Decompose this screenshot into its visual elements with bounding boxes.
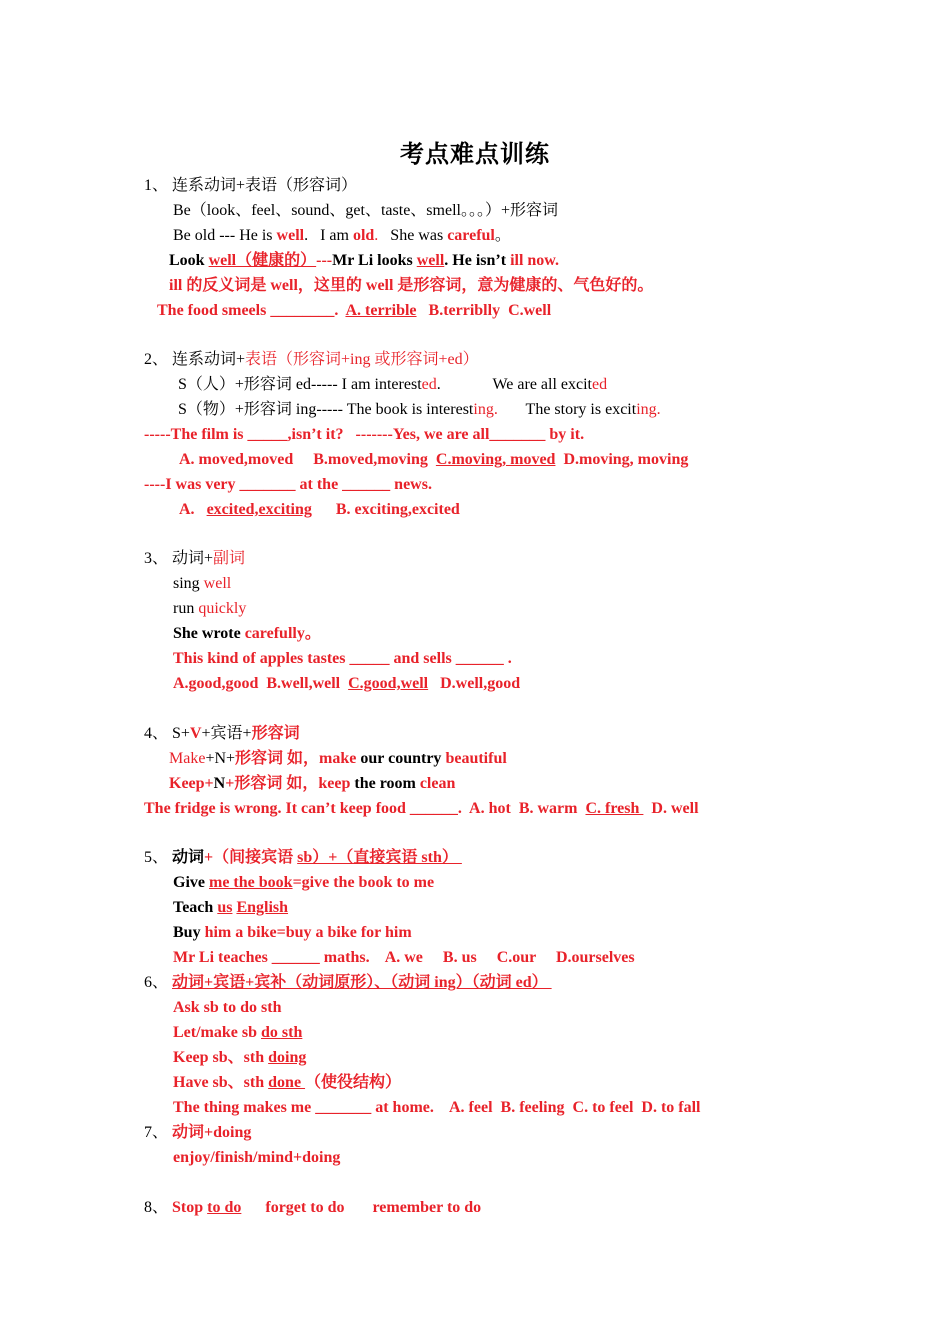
text-segment: do sth [261,1024,303,1041]
text-segment: 动词+doing [172,1124,252,1141]
text-segment: （使役结构） [305,1074,402,1091]
text-segment: Give [173,874,209,891]
text-segment: . I am [304,227,353,244]
text-line [173,1098,700,1118]
text-segment: C. fresh [585,800,644,817]
text-segment: 动词+宾语+宾补（动词原形）、（动词 ing）（动词 ed） [172,974,552,991]
text-segment: B.terriblly C.well [416,302,552,319]
text-segment: A. moved,moved B.moved,moving [179,451,436,468]
text-line [173,898,288,918]
text-line [179,500,460,520]
text-segment: excited,exciting [206,501,312,518]
text-segment: The thing makes me _______ at home. A. feel B. feeling C. to feel D. to fall [173,1099,701,1116]
text-line [173,923,412,943]
text-segment: 3、 动词+ [144,550,214,567]
text-segment: the room [354,775,420,792]
text-segment: A.good,good B.well,well [173,675,349,692]
text-segment: 形容词 [251,725,300,742]
text-segment: ill 的反义词是 well，这里的 well 是形容词，意为健康的、气色好的。 [169,277,654,294]
text-line [144,425,584,445]
text-line [178,375,607,395]
text-segment: S（物）+形容词 ing----- The book is interest [178,401,474,418]
text-segment: well [416,252,445,269]
text-line [173,873,434,893]
text-segment: clean [419,775,456,792]
text-segment: 副词 [213,550,246,567]
text-segment: +N+ [205,750,236,767]
text-segment: done [268,1074,306,1091]
text-segment: D.well,good [428,675,521,692]
text-line [173,599,246,619]
text-segment: Ask sb to do sth [173,999,282,1016]
text-segment: sb）+（直接宾语 sth） [297,849,462,866]
text-line [144,549,245,569]
text-segment: carefully。 [244,625,321,642]
text-line [169,251,559,271]
text-segment: 4、 S+ [144,725,190,742]
text-segment: She wrote [173,625,245,642]
text-line [173,948,635,968]
text-segment: Keep+ [169,775,214,792]
text-segment: =give the book to me [292,874,435,891]
text-segment: 5、 [144,849,173,866]
text-segment: ----I was very _______ at the ______ news. [144,476,432,493]
text-segment: This kind of apples tastes _____ and sells ______ . [173,650,512,667]
text-segment: well [203,575,232,592]
text-segment: Make [169,750,206,767]
text-line [169,774,455,794]
text-line [157,301,551,321]
text-line [173,1073,401,1093]
text-segment: +（间接宾语 [204,849,298,866]
text-segment: Teach [173,899,218,916]
text-segment: doing [268,1049,307,1066]
text-segment: run [173,600,199,617]
text-line [173,226,511,246]
text-segment: Be old --- He is [173,227,277,244]
text-segment: him a bike=buy a bike for him [204,924,412,941]
text-segment: to do [207,1199,242,1216]
text-segment: N [213,775,226,792]
text-segment: A. [179,501,207,518]
text-segment: +形容词 如，keep [225,775,355,792]
text-segment: ed [421,376,437,393]
text-line [169,749,507,769]
text-line [173,1048,306,1068]
text-segment: D.moving, moving [555,451,689,468]
text-segment: Mr Li teaches ______ maths. A. we B. us C.our D.ourselves [173,949,635,966]
text-segment: 2、 连系动词+ [144,351,246,368]
page-title: 考点难点训练 [400,142,550,168]
text-segment: --- [316,252,333,269]
text-line [144,350,479,370]
text-line [169,276,653,296]
text-line [173,649,512,669]
text-segment: Stop [172,1199,208,1216]
text-segment: +宾语+ [201,725,252,742]
text-line [144,848,462,868]
text-segment: 形容词 如，make [235,750,361,767]
text-segment: beautiful [445,750,507,767]
text-segment: Let/make sb [173,1024,261,1041]
text-segment: 1、 连系动词+表语（形容词） [144,177,358,194]
text-line [144,799,699,819]
text-segment: Look [169,252,209,269]
text-line [179,450,688,470]
text-segment: . [493,401,498,418]
text-segment: well [276,227,305,244]
text-segment: Be（look、feel、sound、get、taste、smell。。。）+形容词 [173,202,558,219]
text-segment: Mr Li looks [332,252,417,269]
text-segment: . He isn’t [444,252,511,269]
text-segment: 表语（形容词+ing 或形容词+ed） [245,351,479,368]
text-segment: English [236,899,289,916]
text-line [173,624,321,644]
text-segment: ill now. [510,252,559,269]
text-segment: C.moving, moved [435,451,556,468]
text-segment: Keep sb、sth [173,1049,269,1066]
text-segment: ing [636,401,657,418]
text-segment: old [352,227,375,244]
text-segment: enjoy/finish/mind+doing [173,1149,341,1166]
text-segment: C.good,well [348,675,429,692]
text-line [178,400,661,420]
text-segment: me the book [209,874,293,891]
text-segment: ing [473,401,494,418]
text-segment: forget to do remember to do [241,1199,482,1216]
text-segment: -----The film is _____,isn’t it? -------Yes, we are all_______ by it. [144,426,585,443]
text-line [173,998,281,1018]
text-line [144,724,300,744]
text-segment: V [189,725,202,742]
text-segment: . [656,401,661,418]
text-line [144,475,432,495]
text-segment: sing [173,575,204,592]
text-line [144,1123,251,1143]
text-segment: well（健康的） [208,252,317,269]
text-segment: . We are all excit [436,376,592,393]
text-segment: The story is excit [497,401,637,418]
text-segment: 动词 [172,849,205,866]
text-line [144,973,552,993]
text-segment: 。 [494,227,511,244]
text-line [173,1023,302,1043]
text-segment: S（人）+形容词 ed----- I am interest [178,376,422,393]
text-segment: 8、 [144,1199,173,1216]
text-segment: our country [360,750,446,767]
text-segment: 6、 [144,974,173,991]
text-line [173,674,520,694]
text-segment: Have sb、sth [173,1074,269,1091]
text-segment: Buy [173,924,205,941]
text-segment: The food smeels ________. [157,302,346,319]
text-segment: careful [447,227,495,244]
text-line [173,574,231,594]
text-line [173,1148,340,1168]
text-segment: ed [592,376,608,393]
text-segment: quickly [198,600,247,617]
text-segment: 7、 [144,1124,173,1141]
text-segment: A. terrible [345,302,417,319]
text-segment: B. exciting,excited [311,501,460,518]
text-segment: The fridge is wrong. It can’t keep food ______. A. hot B. warm [144,800,586,817]
text-segment: . [374,227,379,244]
text-segment: She was [378,227,448,244]
text-line [173,201,558,221]
text-line [144,1198,481,1218]
text-line [144,176,357,196]
text-segment: us [217,899,233,916]
text-segment: D. well [643,800,699,817]
